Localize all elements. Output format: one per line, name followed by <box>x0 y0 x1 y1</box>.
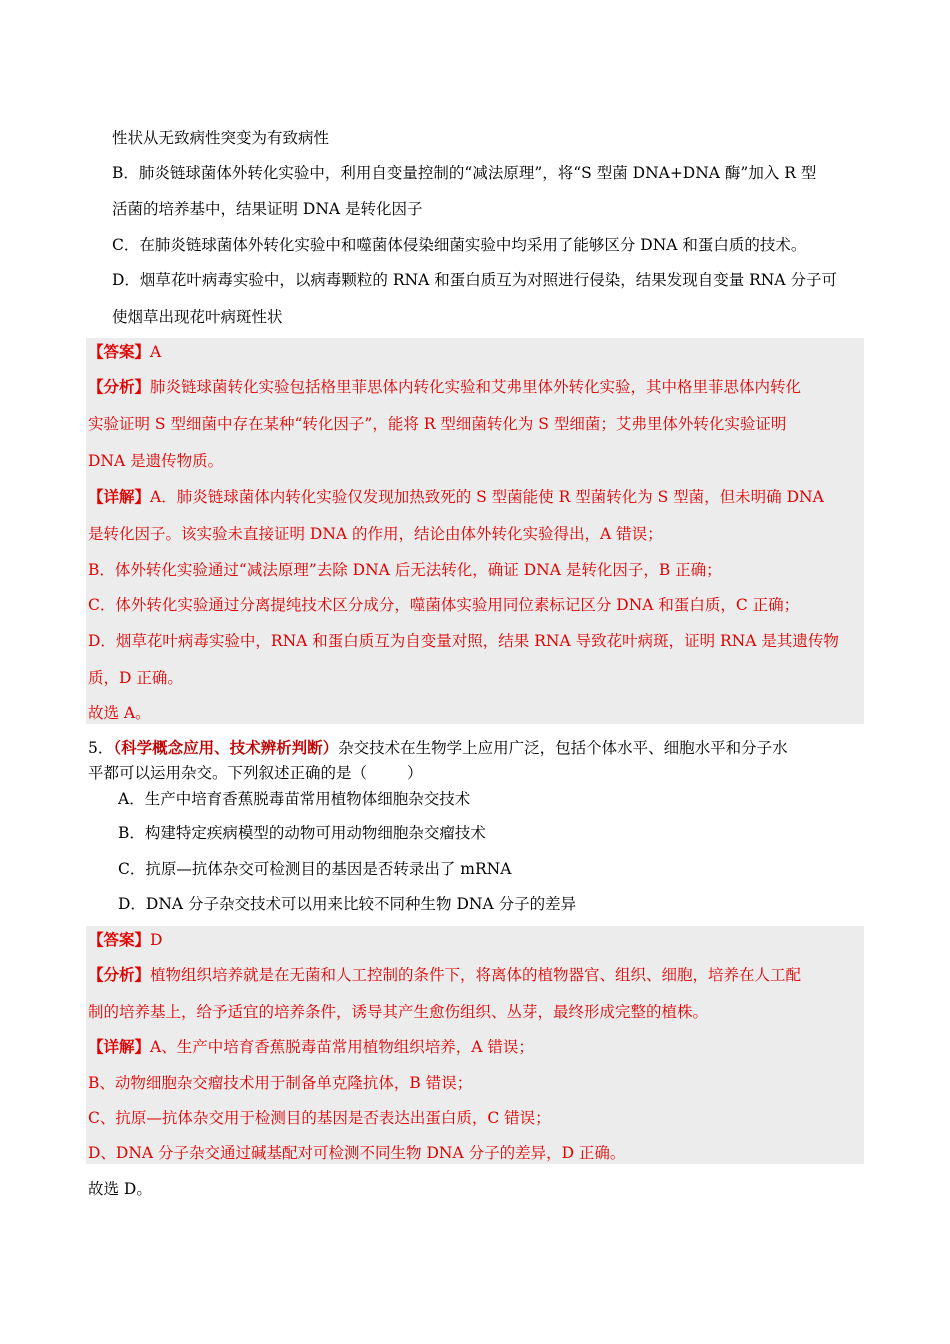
q4-option-d-line1: D．烟草花叶病毒实验中，以病毒颗粒的 RNA 和蛋白质互为对照进行侵染，结果发现自变量 RNA 分子可 <box>112 271 837 289</box>
q4-detail-a-line2: 是转化因子。该实验未直接证明 DNA 的作用，结论由体外转化实验得出，A 错误； <box>88 525 663 543</box>
q5-analysis-line1 <box>88 964 801 986</box>
q4-detail-b: B．体外转化实验通过“减法原理”去除 DNA 后无法转化，确证 DNA 是转化因子，B 正确； <box>88 561 722 579</box>
detail-tag: 【详解】 <box>88 1037 151 1056</box>
q5-option-c: C．抗原—抗体杂交可检测目的基因是否转录出了 mRNA <box>118 860 512 878</box>
answer-tag: 【答案】 <box>88 342 151 361</box>
analysis-text: 植物组织培养就是在无菌和人工控制的条件下，将离体的植物器官、组织、细胞，培养在人工配 <box>150 966 802 984</box>
q4-option-b-line1: B．肺炎链球菌体外转化实验中，利用自变量控制的“减法原理”，将“S 型菌 DNA+DNA 酶”加入 R 型 <box>112 164 817 182</box>
q5-option-b: B．构建特定疾病模型的动物可用动物细胞杂交瘤技术 <box>118 824 486 842</box>
detail-text: A、生产中培育香蕉脱毒苗常用植物组织培养，A 错误； <box>150 1038 534 1056</box>
analysis-tag: 【分析】 <box>88 377 151 396</box>
q5-stem-text: 杂交技术在生物学上应用广泛，包括个体水平、细胞水平和分子水 <box>338 739 788 757</box>
q4-answer <box>88 341 161 363</box>
detail-tag: 【详解】 <box>88 487 151 506</box>
q4-option-a-tail: 性状从无致病性突变为有致病性 <box>112 129 330 147</box>
q4-detail-c: C．体外转化实验通过分离提纯技术区分成分，噬菌体实验用同位素标记区分 DNA 和蛋白质，C 正确； <box>88 596 800 614</box>
analysis-tag: 【分析】 <box>88 965 151 984</box>
answer-value: A <box>150 343 162 361</box>
q5-detail-a <box>88 1036 534 1058</box>
q4-option-d-line2: 使烟草出现花叶病斑性状 <box>112 308 283 326</box>
q5-analysis-line2: 制的培养基上，给予适宜的培养条件，诱导其产生愈伤组织、丛芽，最终形成完整的植株。 <box>88 1003 709 1021</box>
q4-option-b-line2: 活菌的培养基中，结果证明 DNA 是转化因子 <box>112 200 423 218</box>
q4-detail-d-line2: 质，D 正确。 <box>88 669 183 687</box>
q4-analysis-line2: 实验证明 S 型细菌中存在某种“转化因子”，能将 R 型细菌转化为 S 型细菌；艾弗里体外转化实验证明 <box>88 415 787 433</box>
answer-tag: 【答案】 <box>88 930 151 949</box>
q5-conclusion: 故选 D。 <box>88 1180 152 1198</box>
q5-detail-c: C、抗原—抗体杂交用于检测目的基因是否表达出蛋白质，C 错误； <box>88 1109 551 1127</box>
q5-detail-b: B、动物细胞杂交瘤技术用于制备单克隆抗体，B 错误； <box>88 1074 473 1092</box>
q4-conclusion: 故选 A。 <box>88 704 151 722</box>
q5-stem-text2: 平都可以运用杂交。下列叙述正确的是（ <box>88 764 368 782</box>
q5-answer <box>88 929 162 951</box>
q4-detail-a-line1 <box>88 486 824 508</box>
detail-text: A．肺炎链球菌体内转化实验仅发现加热致死的 S 型菌能使 R 型菌转化为 S 型菌，但未明确 DNA <box>150 488 824 506</box>
q5-option-d: D．DNA 分子杂交技术可以用来比较不同种生物 DNA 分子的差异 <box>118 895 577 913</box>
answer-value: D <box>150 931 163 949</box>
q5-number: 5． <box>88 739 114 757</box>
q5-stem-line1 <box>88 737 788 759</box>
q4-detail-d-line1: D．烟草花叶病毒实验中，RNA 和蛋白质互为自变量对照，结果 RNA 导致花叶病斑，证明 RNA 是其遗传物 <box>88 632 839 650</box>
q5-option-a: A．生产中培育香蕉脱毒苗常用植物体细胞杂交技术 <box>118 790 471 808</box>
q5-lead: （科学概念应用、技术辨析判断） <box>113 738 339 757</box>
q5-paren-close: ） <box>407 764 423 782</box>
analysis-text: 肺炎链球菌转化实验包括格里菲思体内转化实验和艾弗里体外转化实验，其中格里菲思体内转化 <box>150 378 802 396</box>
q5-detail-d: D、DNA 分子杂交通过碱基配对可检测不同生物 DNA 分子的差异，D 正确。 <box>88 1144 626 1162</box>
q4-option-c: C．在肺炎链球菌体外转化实验中和噬菌体侵染细菌实验中均采用了能够区分 DNA 和蛋白质的技术。 <box>112 236 807 254</box>
q4-analysis-line1 <box>88 376 801 398</box>
q4-analysis-line3: DNA 是遗传物质。 <box>88 452 224 470</box>
q5-stem-line2 <box>88 762 423 784</box>
